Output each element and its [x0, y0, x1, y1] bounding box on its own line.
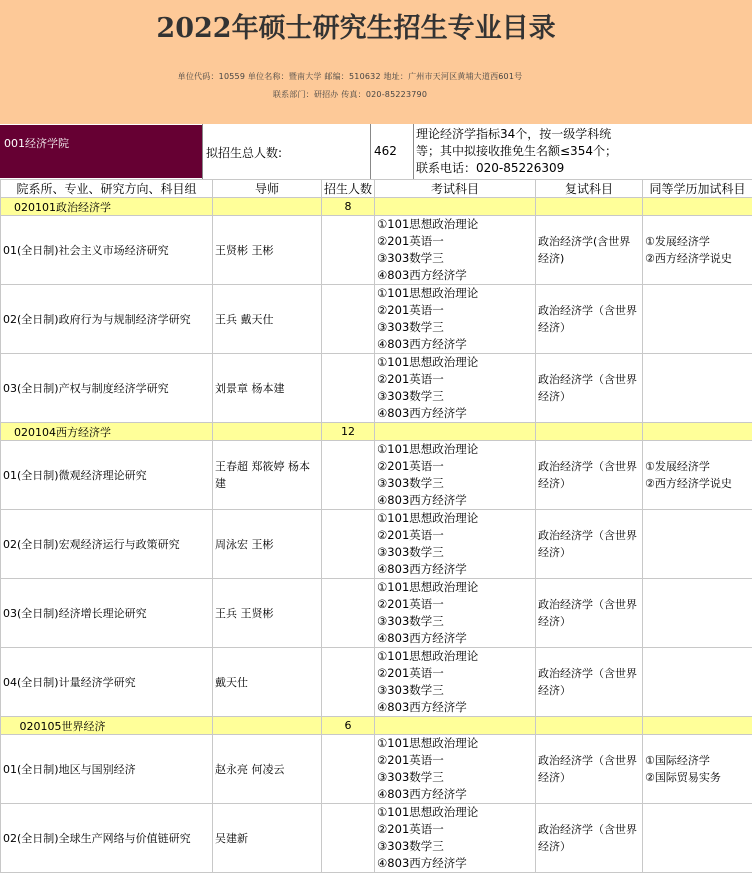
column-header: 招生人数: [322, 180, 375, 198]
major-group-row: [1, 423, 752, 441]
tutor-names: 赵永亮 何凌云: [213, 735, 322, 804]
tutor-names: 王兵 戴天仕: [213, 285, 322, 354]
major-name: 020105世界经济: [1, 717, 213, 735]
exam-subject: ④803西方经济学: [377, 561, 533, 578]
exam-subject: ④803西方经济学: [377, 492, 533, 509]
exam-subject: ③303数学三: [377, 769, 533, 786]
table-row: [1, 510, 752, 579]
column-header: 导师: [213, 180, 322, 198]
exam-subjects: [375, 441, 536, 510]
exam-subject: ②201英语一: [377, 371, 533, 388]
retest-subject: 政治经济学（含世界经济）: [536, 510, 643, 579]
extra-subject: ②西方经济学说史: [645, 250, 750, 267]
column-header: 考试科目: [375, 180, 536, 198]
research-direction: 03(全日制)经济增长理论研究: [1, 579, 213, 648]
exam-subject: ①101思想政治理论: [377, 216, 533, 233]
table-row: [1, 579, 752, 648]
enrollment-count: [322, 216, 375, 285]
table-header-row: [1, 180, 752, 198]
extra-subject: ②国际贸易实务: [645, 769, 750, 786]
extra-subjects: [643, 579, 752, 648]
extra-subject: ①国际经济学: [645, 752, 750, 769]
extra-subject: ②西方经济学说史: [645, 475, 750, 492]
tutor-names: 王春超 郑筱婷 杨本建: [213, 441, 322, 510]
exam-subject: ③303数学三: [377, 388, 533, 405]
exam-subject: ①101思想政治理论: [377, 648, 533, 665]
empty-cell: [643, 198, 752, 216]
extra-subject: ①发展经济学: [645, 458, 750, 475]
exam-subject: ③303数学三: [377, 682, 533, 699]
enrollment-count: [322, 804, 375, 873]
column-header: 复试科目: [536, 180, 643, 198]
enrollment-count: [322, 441, 375, 510]
exam-subjects: [375, 735, 536, 804]
exam-subject: ①101思想政治理论: [377, 285, 533, 302]
table-row: [1, 216, 752, 285]
enrollment-count: [322, 510, 375, 579]
research-direction: 02(全日制)全球生产网络与价值链研究: [1, 804, 213, 873]
total-value: 462: [374, 144, 397, 158]
exam-subject: ②201英语一: [377, 458, 533, 475]
note-line: 理论经济学指标34个，按一级学科统: [416, 126, 638, 143]
retest-subject: 政治经济学(含世界经济): [536, 216, 643, 285]
extra-subjects: [643, 216, 752, 285]
exam-subject: ③303数学三: [377, 475, 533, 492]
research-direction: 02(全日制)政府行为与规制经济学研究: [1, 285, 213, 354]
empty-cell: [213, 198, 322, 216]
retest-subject: 政治经济学（含世界经济）: [536, 354, 643, 423]
exam-subject: ①101思想政治理论: [377, 735, 533, 752]
retest-subject: 政治经济学（含世界经济）: [536, 804, 643, 873]
enrollment-count: [322, 579, 375, 648]
exam-subject: ④803西方经济学: [377, 699, 533, 716]
exam-subject: ②201英语一: [377, 302, 533, 319]
extra-subjects: [643, 441, 752, 510]
table-row: [1, 285, 752, 354]
exam-subject: ①101思想政治理论: [377, 354, 533, 371]
exam-subject: ④803西方经济学: [377, 405, 533, 422]
major-count: 6: [322, 717, 375, 735]
divider: [370, 124, 371, 179]
table-row: [1, 354, 752, 423]
exam-subject: ②201英语一: [377, 752, 533, 769]
extra-subjects: [643, 285, 752, 354]
tutor-names: 刘景章 杨本建: [213, 354, 322, 423]
major-count: 12: [322, 423, 375, 441]
research-direction: 01(全日制)社会主义市场经济研究: [1, 216, 213, 285]
exam-subject: ③303数学三: [377, 319, 533, 336]
note-line: 联系电话：020-85226309: [416, 160, 638, 177]
exam-subject: ④803西方经济学: [377, 855, 533, 872]
exam-subjects: [375, 216, 536, 285]
exam-subjects: [375, 510, 536, 579]
exam-subject: ③303数学三: [377, 544, 533, 561]
enrollment-count: [322, 648, 375, 717]
department-name: 001经济学院: [0, 125, 202, 178]
exam-subject: ②201英语一: [377, 821, 533, 838]
empty-cell: [213, 423, 322, 441]
exam-subject: ③303数学三: [377, 613, 533, 630]
extra-subjects: [643, 735, 752, 804]
empty-cell: [536, 717, 643, 735]
tutor-names: 戴天仕: [213, 648, 322, 717]
column-header: 同等学历加试科目: [643, 180, 752, 198]
note-line: 等；其中拟接收推免生名额≤354个；: [416, 143, 638, 160]
major-name: 020101政治经济学: [1, 198, 213, 216]
exam-subject: ①101思想政治理论: [377, 579, 533, 596]
research-direction: 04(全日制)计量经济学研究: [1, 648, 213, 717]
tutor-names: 王兵 王贤彬: [213, 579, 322, 648]
extra-subject: ①发展经济学: [645, 233, 750, 250]
retest-subject: 政治经济学（含世界经济）: [536, 285, 643, 354]
table-row: [1, 441, 752, 510]
retest-subject: 政治经济学（含世界经济）: [536, 579, 643, 648]
empty-cell: [536, 423, 643, 441]
enrollment-count: [322, 354, 375, 423]
exam-subject: ①101思想政治理论: [377, 510, 533, 527]
extra-subjects: [643, 648, 752, 717]
exam-subject: ②201英语一: [377, 596, 533, 613]
empty-cell: [375, 423, 536, 441]
exam-subject: ④803西方经济学: [377, 336, 533, 353]
table-row: [1, 804, 752, 873]
exam-subjects: [375, 579, 536, 648]
exam-subjects: [375, 285, 536, 354]
tutor-names: 王贤彬 王彬: [213, 216, 322, 285]
exam-subject: ③303数学三: [377, 250, 533, 267]
major-count: 8: [322, 198, 375, 216]
divider: [202, 124, 203, 179]
exam-subject: ④803西方经济学: [377, 630, 533, 647]
empty-cell: [643, 423, 752, 441]
retest-subject: 政治经济学（含世界经济）: [536, 735, 643, 804]
extra-subjects: [643, 354, 752, 423]
tutor-names: 周泳宏 王彬: [213, 510, 322, 579]
page-title: 2022年硕士研究生招生专业目录: [0, 6, 712, 45]
research-direction: 01(全日制)地区与国别经济: [1, 735, 213, 804]
research-direction: 01(全日制)微观经济理论研究: [1, 441, 213, 510]
major-name: 020104西方经济学: [1, 423, 213, 441]
exam-subject: ①101思想政治理论: [377, 441, 533, 458]
institution-info: 单位代码：10559 单位名称：暨南大学 邮编：510632 地址：广州市天河区黄埔大道西601号: [0, 71, 700, 82]
department-note: [416, 126, 638, 177]
empty-cell: [375, 717, 536, 735]
total-label: 拟招生总人数:: [206, 144, 282, 161]
table-row: [1, 735, 752, 804]
contact-info: 联系部门：研招办 传真：020-85223790: [0, 89, 700, 100]
retest-subject: 政治经济学（含世界经济）: [536, 441, 643, 510]
exam-subject: ④803西方经济学: [377, 786, 533, 803]
page-header: [0, 0, 752, 124]
research-direction: 03(全日制)产权与制度经济学研究: [1, 354, 213, 423]
empty-cell: [375, 198, 536, 216]
enrollment-count: [322, 735, 375, 804]
exam-subjects: [375, 648, 536, 717]
empty-cell: [536, 198, 643, 216]
tutor-names: 吴建新: [213, 804, 322, 873]
column-header: 院系所、专业、研究方向、科目组: [1, 180, 213, 198]
extra-subjects: [643, 804, 752, 873]
major-group-row: [1, 717, 752, 735]
exam-subject: ②201英语一: [377, 233, 533, 250]
table-row: [1, 648, 752, 717]
department-info: [0, 124, 752, 179]
retest-subject: 政治经济学（含世界经济）: [536, 648, 643, 717]
research-direction: 02(全日制)宏观经济运行与政策研究: [1, 510, 213, 579]
exam-subject: ②201英语一: [377, 665, 533, 682]
exam-subject: ①101思想政治理论: [377, 804, 533, 821]
exam-subjects: [375, 804, 536, 873]
empty-cell: [213, 717, 322, 735]
extra-subjects: [643, 510, 752, 579]
enrollment-count: [322, 285, 375, 354]
exam-subject: ④803西方经济学: [377, 267, 533, 284]
exam-subject: ②201英语一: [377, 527, 533, 544]
empty-cell: [643, 717, 752, 735]
exam-subject: ③303数学三: [377, 838, 533, 855]
exam-subjects: [375, 354, 536, 423]
catalog-table: [0, 179, 752, 873]
major-group-row: [1, 198, 752, 216]
divider: [413, 124, 414, 179]
